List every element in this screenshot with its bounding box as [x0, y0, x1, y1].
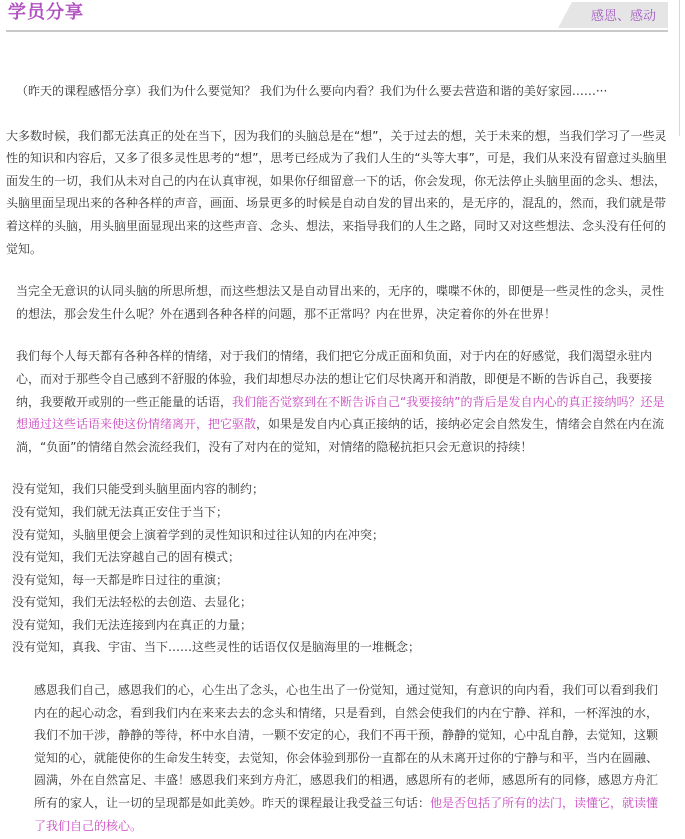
- paragraph-4: [6, 679, 668, 837]
- section-tag: 感恩、感动: [590, 9, 656, 24]
- awareness-list: [6, 478, 668, 659]
- paragraph-1: 大多数时候，我们都无法真正的处在当下，因为我们的头脑总是在“想”，关于过去的想，关于未来的想，当我们学习了一些灵性的知识和内容后，又多了很多灵性思考的“想”，思考已经成为了我们人生的“头等大事”，可是，我们从来没有留意过头脑里面发生的一切，我们从未对自己的内在认真审视，如果你仔细留意一下的话，你会发现，你无法停止头脑里面的念头、想法，头脑里面呈现出来的各种各样的声音，画面、场景更多的时候是自动自发的冒出来的，是无序的，混乱的，然而，我们就是带着这样的头脑，用头脑里面显现出来的这些声音、念头、想法，来指导我们的人生之路，同时又对这些想法、念头没有任何的觉知。: [6, 128, 667, 256]
- list-item: 没有觉知，我们只能受到头脑里面内容的制约；: [12, 482, 265, 497]
- list-item: 没有觉知，我们无法连接到内在真正的力量；: [12, 617, 253, 632]
- paragraph-4-text-a: 感恩我们自己，感恩我们的心，心生出了念头，心也生出了一份觉知，通过觉知，有意识的向内看，我们可以看到我们内在的起心动念，看到我们内在来来去去的念头和情绪，只是看到，自然会使我们的内在宁静、祥和，一杯浑浊的水，我们不加干涉，静静的等待，杯中水自清，一颗不安定的心，我们不再干预，静静的觉知，心中乱自静，去觉知，这颗觉知的心，就能使你的生命发生转变，去觉知，你会体验到那份一直都在的从未离开过你的宁静与和平，当内在圆融、圆满，外在自然富足、丰盛！感恩我们来到方舟汇，感恩我们的相遇，感恩所有的老师，感恩所有的同修，感恩方舟汇所有的家人，让一切的呈现都是如此美妙。昨天的课程最让我受益三句话：: [34, 683, 659, 811]
- list-item: 没有觉知，每一天都是昨日过往的重演；: [12, 572, 229, 587]
- paragraph-3-text-a: 我们每个人每天都有各种各样的情绪，对于我们的情绪，我们把它分成正面和负面，对于内在的好感觉，我们渴望永驻内心，而对于那些令自己感到不舒服的体验，我们却想尽办法的想让它们尽快离开和消散，即便是不断的告诉自己，我要接纳，我要敞开或别的一些正能量的话语，: [16, 349, 653, 409]
- paragraph-2: 当完全无意识的认同头脑的所思所想，而这些想法又是自动冒出来的，无序的，喋喋不休的，即便是一些灵性的念头，灵性的想法，那会发生什么呢？外在遇到各种各样的问题，那不正常吗？内在世界，决定着你的外在世界！: [16, 284, 665, 321]
- paragraph-3-highlight: 我们能否觉察到在不断告诉自己“我要接纳”的背后是发自内心的真正接纳吗？还是想通过这些话语来使这份情绪离开，把它驱散: [16, 394, 665, 432]
- list-item: 没有觉知，我们就无法真正安住于当下；: [12, 504, 229, 519]
- section-title: 学员分享: [8, 2, 84, 23]
- article-intro: （昨天的课程感悟分享）我们为什么要觉知？ 我们为什么要向内看？我们为什么要去营造和谐的美好家园……···: [16, 84, 608, 98]
- list-item: 没有觉知，我们无法轻松的去创造、去显化；: [12, 595, 253, 610]
- scrollbar-edge: [679, 0, 680, 136]
- paragraph-3-text-c: ，如果是发自内心真正接纳的话，接纳必定会自然发生，情绪会自然在内在流淌，“负面”的情绪自然会流经我们，没有了对内在的觉知，对情绪的隐秘抗拒只会无意识的持续！: [16, 417, 665, 454]
- list-item: 没有觉知，头脑里便会上演着学到的灵性知识和过往认知的内在冲突；: [12, 527, 385, 542]
- article-body: [6, 80, 668, 837]
- section-header: [6, 0, 668, 32]
- paragraph-3: [6, 345, 668, 458]
- paragraph-4-highlight: 他是否包括了所有的法门，读懂它，就读懂了我们自己的核心。: [34, 796, 659, 833]
- list-item: 没有觉知，我们无法穿越自己的固有模式；: [12, 550, 241, 565]
- list-item: 没有觉知，真我、宇宙、当下……这些灵性的话语仅仅是脑海里的一堆概念；: [12, 640, 421, 655]
